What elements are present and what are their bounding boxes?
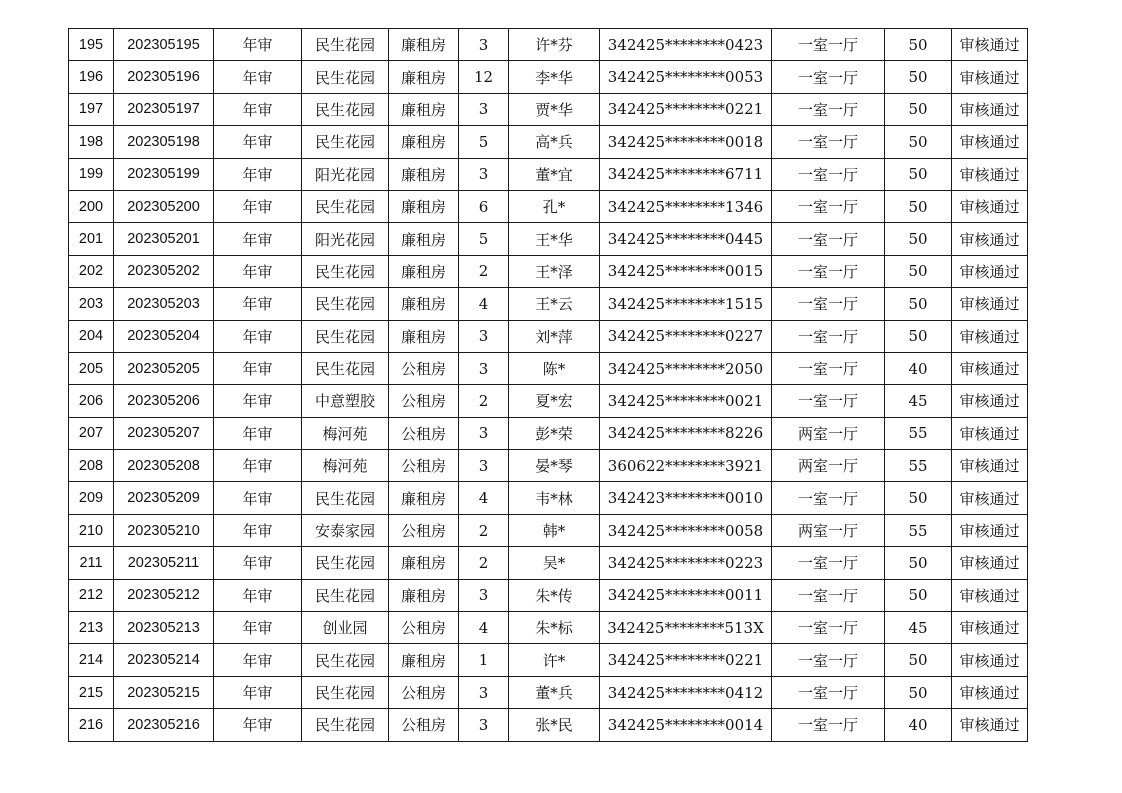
cell-status: 审核通过 (952, 417, 1028, 449)
cell-id-number: 342425********1346 (600, 190, 772, 222)
table-row (69, 450, 1028, 482)
cell-unit-type: 一室一厅 (772, 61, 885, 93)
cell-unit-type: 一室一厅 (772, 547, 885, 579)
cell-community: 民生花园 (302, 482, 389, 514)
cell-review-type: 年审 (214, 482, 302, 514)
cell-review-type: 年审 (214, 255, 302, 287)
cell-household-size: 3 (459, 579, 509, 611)
cell-status: 审核通过 (952, 158, 1028, 190)
cell-app-no: 202305201 (114, 223, 214, 255)
cell-unit-type: 一室一厅 (772, 126, 885, 158)
cell-seq: 216 (69, 709, 114, 741)
cell-seq: 198 (69, 126, 114, 158)
cell-app-no: 202305197 (114, 93, 214, 125)
cell-app-no: 202305203 (114, 288, 214, 320)
cell-community: 民生花园 (302, 61, 389, 93)
cell-name: 董*兵 (509, 676, 600, 708)
cell-review-type: 年审 (214, 190, 302, 222)
cell-review-type: 年审 (214, 385, 302, 417)
cell-app-no: 202305209 (114, 482, 214, 514)
cell-unit-type: 一室一厅 (772, 644, 885, 676)
cell-area: 50 (885, 644, 952, 676)
cell-housing-type: 廉租房 (389, 255, 459, 287)
cell-id-number: 342425********2050 (600, 352, 772, 384)
table-row (69, 482, 1028, 514)
cell-community: 中意塑胶 (302, 385, 389, 417)
cell-area: 50 (885, 676, 952, 708)
cell-area: 50 (885, 158, 952, 190)
cell-id-number: 342425********0445 (600, 223, 772, 255)
cell-community: 民生花园 (302, 288, 389, 320)
table-row (69, 709, 1028, 741)
cell-housing-type: 廉租房 (389, 644, 459, 676)
cell-app-no: 202305199 (114, 158, 214, 190)
cell-seq: 201 (69, 223, 114, 255)
table-row (69, 579, 1028, 611)
cell-review-type: 年审 (214, 223, 302, 255)
cell-app-no: 202305214 (114, 644, 214, 676)
cell-unit-type: 一室一厅 (772, 158, 885, 190)
cell-name: 李*华 (509, 61, 600, 93)
table-body (69, 29, 1028, 742)
cell-name: 刘*萍 (509, 320, 600, 352)
cell-area: 50 (885, 579, 952, 611)
cell-name: 朱*标 (509, 612, 600, 644)
table-row (69, 676, 1028, 708)
cell-name: 孔* (509, 190, 600, 222)
cell-housing-type: 公租房 (389, 612, 459, 644)
cell-unit-type: 一室一厅 (772, 255, 885, 287)
cell-id-number: 342425********8226 (600, 417, 772, 449)
cell-seq: 210 (69, 514, 114, 546)
cell-app-no: 202305205 (114, 352, 214, 384)
cell-seq: 214 (69, 644, 114, 676)
cell-area: 50 (885, 61, 952, 93)
cell-community: 民生花园 (302, 547, 389, 579)
cell-status: 审核通过 (952, 190, 1028, 222)
cell-status: 审核通过 (952, 514, 1028, 546)
cell-id-number: 342425********0412 (600, 676, 772, 708)
cell-unit-type: 两室一厅 (772, 417, 885, 449)
cell-unit-type: 两室一厅 (772, 514, 885, 546)
cell-community: 民生花园 (302, 29, 389, 61)
cell-id-number: 342425********0221 (600, 93, 772, 125)
cell-community: 民生花园 (302, 709, 389, 741)
cell-unit-type: 一室一厅 (772, 190, 885, 222)
cell-seq: 211 (69, 547, 114, 579)
table-row (69, 255, 1028, 287)
table-row (69, 126, 1028, 158)
cell-community: 民生花园 (302, 579, 389, 611)
cell-review-type: 年审 (214, 93, 302, 125)
cell-app-no: 202305200 (114, 190, 214, 222)
cell-seq: 209 (69, 482, 114, 514)
cell-id-number: 342425********0018 (600, 126, 772, 158)
table-row (69, 61, 1028, 93)
cell-household-size: 1 (459, 644, 509, 676)
cell-unit-type: 两室一厅 (772, 450, 885, 482)
cell-housing-type: 廉租房 (389, 288, 459, 320)
cell-status: 审核通过 (952, 676, 1028, 708)
cell-review-type: 年审 (214, 612, 302, 644)
cell-name: 朱*传 (509, 579, 600, 611)
cell-household-size: 6 (459, 190, 509, 222)
cell-seq: 204 (69, 320, 114, 352)
cell-area: 55 (885, 417, 952, 449)
cell-housing-type: 廉租房 (389, 29, 459, 61)
cell-review-type: 年审 (214, 514, 302, 546)
cell-seq: 199 (69, 158, 114, 190)
cell-app-no: 202305198 (114, 126, 214, 158)
cell-housing-type: 公租房 (389, 352, 459, 384)
cell-unit-type: 一室一厅 (772, 223, 885, 255)
cell-unit-type: 一室一厅 (772, 709, 885, 741)
cell-status: 审核通过 (952, 320, 1028, 352)
cell-unit-type: 一室一厅 (772, 288, 885, 320)
cell-seq: 203 (69, 288, 114, 320)
cell-area: 50 (885, 320, 952, 352)
cell-community: 民生花园 (302, 255, 389, 287)
cell-review-type: 年审 (214, 450, 302, 482)
cell-household-size: 3 (459, 709, 509, 741)
cell-unit-type: 一室一厅 (772, 320, 885, 352)
cell-unit-type: 一室一厅 (772, 29, 885, 61)
cell-name: 彭*荣 (509, 417, 600, 449)
cell-community: 民生花园 (302, 93, 389, 125)
cell-area: 50 (885, 190, 952, 222)
cell-housing-type: 廉租房 (389, 61, 459, 93)
cell-community: 民生花园 (302, 126, 389, 158)
cell-app-no: 202305215 (114, 676, 214, 708)
cell-name: 晏*琴 (509, 450, 600, 482)
cell-id-number: 342425********0227 (600, 320, 772, 352)
cell-seq: 213 (69, 612, 114, 644)
cell-household-size: 4 (459, 288, 509, 320)
cell-id-number: 342425********0223 (600, 547, 772, 579)
cell-review-type: 年审 (214, 126, 302, 158)
cell-area: 50 (885, 223, 952, 255)
cell-housing-type: 廉租房 (389, 320, 459, 352)
cell-household-size: 3 (459, 352, 509, 384)
cell-review-type: 年审 (214, 644, 302, 676)
cell-app-no: 202305206 (114, 385, 214, 417)
cell-seq: 215 (69, 676, 114, 708)
cell-community: 创业园 (302, 612, 389, 644)
cell-app-no: 202305210 (114, 514, 214, 546)
cell-name: 董*宜 (509, 158, 600, 190)
cell-review-type: 年审 (214, 61, 302, 93)
cell-housing-type: 廉租房 (389, 223, 459, 255)
cell-status: 审核通过 (952, 450, 1028, 482)
cell-app-no: 202305204 (114, 320, 214, 352)
cell-area: 45 (885, 612, 952, 644)
cell-status: 审核通过 (952, 709, 1028, 741)
cell-review-type: 年审 (214, 417, 302, 449)
cell-household-size: 3 (459, 320, 509, 352)
cell-status: 审核通过 (952, 61, 1028, 93)
cell-community: 安泰家园 (302, 514, 389, 546)
table-row (69, 514, 1028, 546)
cell-app-no: 202305213 (114, 612, 214, 644)
table-row (69, 93, 1028, 125)
cell-review-type: 年审 (214, 288, 302, 320)
cell-name: 许* (509, 644, 600, 676)
cell-review-type: 年审 (214, 579, 302, 611)
cell-area: 50 (885, 482, 952, 514)
cell-id-number: 342425********0015 (600, 255, 772, 287)
table-row (69, 190, 1028, 222)
cell-id-number: 342425********0053 (600, 61, 772, 93)
cell-unit-type: 一室一厅 (772, 482, 885, 514)
cell-seq: 207 (69, 417, 114, 449)
cell-area: 50 (885, 126, 952, 158)
cell-housing-type: 公租房 (389, 385, 459, 417)
cell-unit-type: 一室一厅 (772, 93, 885, 125)
cell-household-size: 4 (459, 482, 509, 514)
cell-seq: 196 (69, 61, 114, 93)
cell-name: 王*云 (509, 288, 600, 320)
cell-status: 审核通过 (952, 579, 1028, 611)
cell-housing-type: 廉租房 (389, 547, 459, 579)
cell-community: 民生花园 (302, 352, 389, 384)
table-row (69, 644, 1028, 676)
cell-status: 审核通过 (952, 288, 1028, 320)
cell-id-number: 342425********513X (600, 612, 772, 644)
cell-community: 阳光花园 (302, 158, 389, 190)
cell-housing-type: 廉租房 (389, 158, 459, 190)
cell-review-type: 年审 (214, 709, 302, 741)
table-row (69, 612, 1028, 644)
cell-name: 王*泽 (509, 255, 600, 287)
cell-review-type: 年审 (214, 547, 302, 579)
cell-status: 审核通过 (952, 612, 1028, 644)
cell-community: 梅河苑 (302, 450, 389, 482)
cell-area: 50 (885, 255, 952, 287)
cell-id-number: 342425********0021 (600, 385, 772, 417)
cell-household-size: 2 (459, 255, 509, 287)
cell-name: 许*芬 (509, 29, 600, 61)
cell-status: 审核通过 (952, 352, 1028, 384)
cell-id-number: 360622********3921 (600, 450, 772, 482)
cell-housing-type: 廉租房 (389, 190, 459, 222)
cell-seq: 202 (69, 255, 114, 287)
cell-seq: 195 (69, 29, 114, 61)
cell-id-number: 342425********6711 (600, 158, 772, 190)
cell-seq: 208 (69, 450, 114, 482)
cell-housing-type: 廉租房 (389, 93, 459, 125)
cell-app-no: 202305216 (114, 709, 214, 741)
cell-status: 审核通过 (952, 93, 1028, 125)
cell-seq: 212 (69, 579, 114, 611)
cell-status: 审核通过 (952, 547, 1028, 579)
cell-name: 陈* (509, 352, 600, 384)
cell-review-type: 年审 (214, 352, 302, 384)
applicant-roster-table (68, 28, 1028, 742)
cell-status: 审核通过 (952, 223, 1028, 255)
cell-household-size: 3 (459, 417, 509, 449)
cell-area: 50 (885, 29, 952, 61)
cell-household-size: 2 (459, 385, 509, 417)
cell-unit-type: 一室一厅 (772, 676, 885, 708)
cell-seq: 197 (69, 93, 114, 125)
cell-household-size: 3 (459, 158, 509, 190)
cell-review-type: 年审 (214, 158, 302, 190)
cell-id-number: 342425********0423 (600, 29, 772, 61)
cell-community: 民生花园 (302, 676, 389, 708)
cell-housing-type: 公租房 (389, 417, 459, 449)
cell-household-size: 3 (459, 450, 509, 482)
cell-community: 民生花园 (302, 320, 389, 352)
cell-app-no: 202305212 (114, 579, 214, 611)
cell-id-number: 342425********0058 (600, 514, 772, 546)
cell-household-size: 3 (459, 676, 509, 708)
cell-review-type: 年审 (214, 29, 302, 61)
cell-area: 45 (885, 385, 952, 417)
cell-id-number: 342425********1515 (600, 288, 772, 320)
cell-household-size: 2 (459, 514, 509, 546)
cell-housing-type: 公租房 (389, 514, 459, 546)
table-row (69, 288, 1028, 320)
cell-id-number: 342425********0221 (600, 644, 772, 676)
cell-household-size: 2 (459, 547, 509, 579)
cell-unit-type: 一室一厅 (772, 352, 885, 384)
table-row (69, 223, 1028, 255)
cell-name: 夏*宏 (509, 385, 600, 417)
cell-unit-type: 一室一厅 (772, 612, 885, 644)
cell-review-type: 年审 (214, 320, 302, 352)
cell-seq: 205 (69, 352, 114, 384)
cell-household-size: 3 (459, 29, 509, 61)
cell-area: 55 (885, 514, 952, 546)
cell-id-number: 342425********0014 (600, 709, 772, 741)
cell-id-number: 342423********0010 (600, 482, 772, 514)
cell-name: 吴* (509, 547, 600, 579)
table-row (69, 547, 1028, 579)
cell-app-no: 202305208 (114, 450, 214, 482)
table-row (69, 158, 1028, 190)
cell-name: 张*民 (509, 709, 600, 741)
cell-seq: 200 (69, 190, 114, 222)
cell-app-no: 202305196 (114, 61, 214, 93)
table-row (69, 385, 1028, 417)
cell-name: 贾*华 (509, 93, 600, 125)
cell-app-no: 202305202 (114, 255, 214, 287)
cell-status: 审核通过 (952, 29, 1028, 61)
table-row (69, 29, 1028, 61)
cell-status: 审核通过 (952, 644, 1028, 676)
cell-app-no: 202305211 (114, 547, 214, 579)
cell-housing-type: 廉租房 (389, 126, 459, 158)
cell-app-no: 202305207 (114, 417, 214, 449)
cell-housing-type: 公租房 (389, 676, 459, 708)
cell-area: 40 (885, 709, 952, 741)
cell-status: 审核通过 (952, 126, 1028, 158)
cell-housing-type: 公租房 (389, 450, 459, 482)
cell-community: 民生花园 (302, 644, 389, 676)
cell-unit-type: 一室一厅 (772, 579, 885, 611)
cell-household-size: 5 (459, 126, 509, 158)
cell-community: 梅河苑 (302, 417, 389, 449)
table-row (69, 320, 1028, 352)
cell-area: 55 (885, 450, 952, 482)
cell-status: 审核通过 (952, 255, 1028, 287)
cell-name: 高*兵 (509, 126, 600, 158)
cell-housing-type: 廉租房 (389, 482, 459, 514)
cell-name: 王*华 (509, 223, 600, 255)
cell-status: 审核通过 (952, 385, 1028, 417)
cell-area: 50 (885, 288, 952, 320)
cell-community: 阳光花园 (302, 223, 389, 255)
cell-unit-type: 一室一厅 (772, 385, 885, 417)
cell-name: 韦*林 (509, 482, 600, 514)
table-row (69, 352, 1028, 384)
cell-housing-type: 廉租房 (389, 579, 459, 611)
cell-id-number: 342425********0011 (600, 579, 772, 611)
cell-review-type: 年审 (214, 676, 302, 708)
cell-household-size: 12 (459, 61, 509, 93)
cell-area: 50 (885, 547, 952, 579)
cell-name: 韩* (509, 514, 600, 546)
cell-household-size: 5 (459, 223, 509, 255)
cell-household-size: 4 (459, 612, 509, 644)
cell-area: 40 (885, 352, 952, 384)
cell-app-no: 202305195 (114, 29, 214, 61)
cell-household-size: 3 (459, 93, 509, 125)
cell-seq: 206 (69, 385, 114, 417)
table-row (69, 417, 1028, 449)
cell-community: 民生花园 (302, 190, 389, 222)
cell-area: 50 (885, 93, 952, 125)
cell-status: 审核通过 (952, 482, 1028, 514)
cell-housing-type: 公租房 (389, 709, 459, 741)
